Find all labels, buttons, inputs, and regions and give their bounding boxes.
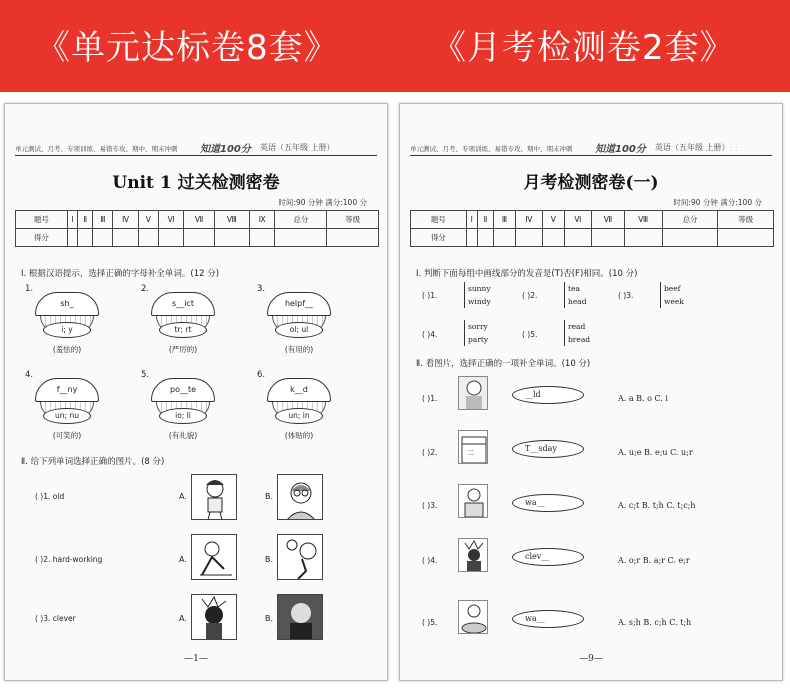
word-canopy xyxy=(151,292,215,316)
pair-question-2: ( )2. xyxy=(522,291,538,300)
pic-question-2: ( )2. xyxy=(422,448,438,457)
question-number: 2. xyxy=(141,284,150,294)
bleed-text: ː ː xyxy=(730,144,738,153)
score-cell xyxy=(592,229,625,247)
pic-question-1: ( )1. xyxy=(422,394,438,403)
score-header-cell: Ⅳ xyxy=(515,211,543,229)
child-watching-picture xyxy=(458,484,488,518)
score-cell xyxy=(515,229,543,247)
word-a: sorry xyxy=(468,322,488,331)
pic-question-3: ( )3. xyxy=(422,501,438,510)
score-header-cell: Ⅲ xyxy=(93,211,113,229)
word-a: sunny xyxy=(468,284,491,293)
chinese-hint: (有用的) xyxy=(284,345,314,354)
page-header xyxy=(410,140,772,156)
score-cell xyxy=(184,229,214,247)
question-number: 3. xyxy=(257,284,266,294)
umbrella-question-6 xyxy=(257,370,341,450)
page-number: —1— xyxy=(184,654,208,664)
word-a: read xyxy=(568,322,586,331)
score-table xyxy=(410,210,774,247)
score-cell xyxy=(78,229,93,247)
crying-girl-picture xyxy=(277,594,323,640)
score-cell xyxy=(466,229,477,247)
score-header-cell: Ⅵ xyxy=(564,211,592,229)
option-b-label: B. xyxy=(265,492,274,501)
options-2: A. u;e B. e;u C. u;r xyxy=(618,448,693,457)
word-a: tea xyxy=(568,284,580,293)
score-cell: 得分 xyxy=(411,229,467,247)
incomplete-word: f__ny xyxy=(56,385,78,394)
page-title: Unit 1 过关检测密卷 xyxy=(112,173,280,193)
options-5: A. s;h B. c;h C. t;h xyxy=(618,618,692,627)
umbrella-question-2 xyxy=(141,284,225,364)
word-a: beef xyxy=(664,284,681,293)
score-header-cell: 总分 xyxy=(275,211,327,229)
brand-logo: 知道100分 xyxy=(595,144,646,155)
score-header-cell: Ⅸ xyxy=(249,211,275,229)
word-bubble-1: __ld xyxy=(512,386,584,404)
boy-kicking-picture xyxy=(277,534,323,580)
page-number: —9— xyxy=(579,654,603,664)
score-cell xyxy=(93,229,113,247)
word-b: bread xyxy=(568,335,591,344)
score-table xyxy=(15,210,379,247)
word-bubble-2: T__sday xyxy=(512,440,584,458)
banner-right-title: 《月考检测卷2套》 xyxy=(432,28,735,68)
word-canopy xyxy=(267,292,331,316)
score-cell xyxy=(158,229,184,247)
question-number: 1. xyxy=(25,284,34,294)
exam-page-monthly xyxy=(399,103,783,681)
umbrella-question-4 xyxy=(25,370,109,450)
student-writing-picture xyxy=(191,534,237,580)
clever-girl-picture xyxy=(458,538,488,572)
umbrella-question-1 xyxy=(25,284,109,364)
score-header-cell: 题号 xyxy=(411,211,467,229)
time-score-info: 时间:90 分钟 满分:100 分 xyxy=(278,198,367,207)
score-header-cell: Ⅴ xyxy=(138,211,158,229)
washing-picture xyxy=(458,600,488,634)
option-a-label: A. xyxy=(179,492,187,501)
letter-options: tr; rt xyxy=(159,322,207,338)
word-canopy xyxy=(35,292,99,316)
incomplete-word: s__ict xyxy=(172,299,194,308)
word-pair-3 xyxy=(660,282,684,308)
score-header-cell: Ⅶ xyxy=(184,211,214,229)
score-header-cell: Ⅰ xyxy=(67,211,77,229)
chinese-hint: (可笑的) xyxy=(52,431,82,440)
brand-logo: 知道100分 xyxy=(200,144,251,155)
score-cell xyxy=(138,229,158,247)
word-pair-5 xyxy=(564,320,590,346)
banner-left-title: 《单元达标卷8套》 xyxy=(36,28,339,68)
score-header-cell: 等级 xyxy=(327,211,379,229)
header-subject: 英语（五年级 上册） xyxy=(655,143,730,152)
umbrella-question-3 xyxy=(257,284,341,364)
score-cell xyxy=(662,229,718,247)
option-b-label: B. xyxy=(265,555,274,564)
score-header-cell: Ⅷ xyxy=(214,211,249,229)
word-pair-4 xyxy=(464,320,488,346)
score-header-cell: 总分 xyxy=(662,211,718,229)
chinese-hint: (有礼貌) xyxy=(168,431,198,440)
girl-picture xyxy=(191,474,237,520)
pair-question-3: ( )3. xyxy=(618,291,634,300)
score-cell xyxy=(214,229,249,247)
page-header xyxy=(15,140,377,156)
option-a-label: A. xyxy=(179,614,187,623)
score-header-cell: Ⅴ xyxy=(543,211,564,229)
old-man-picture xyxy=(277,474,323,520)
svg-text:二: 二 xyxy=(467,449,474,457)
time-score-info: 时间:90 分钟 满分:100 分 xyxy=(673,198,762,207)
score-header-cell: Ⅷ xyxy=(624,211,662,229)
option-b-label: B. xyxy=(265,614,274,623)
word-bubble-5: wa__ xyxy=(512,610,584,628)
score-cell xyxy=(718,229,774,247)
umbrella-question-5 xyxy=(141,370,225,450)
score-cell xyxy=(564,229,592,247)
score-header-cell: 等级 xyxy=(718,211,774,229)
score-cell xyxy=(67,229,77,247)
question-number: 4. xyxy=(25,370,34,380)
score-header-cell: Ⅶ xyxy=(592,211,625,229)
pair-question-4: ( )4. xyxy=(422,330,438,339)
pic-question-5: ( )5. xyxy=(422,618,438,627)
word-b: windy xyxy=(468,297,491,306)
options-4: A. o;r B. a;r C. e;r xyxy=(618,556,690,565)
section-1-heading: Ⅰ. 判断下面每组中画线部分的发音是(T)否(F)相同。(10 分) xyxy=(416,269,638,279)
header-series: 单元测试、月考、专项训练、易错专攻、期中、期末冲刺 xyxy=(15,145,178,153)
girl-idea-picture xyxy=(191,594,237,640)
word-canopy xyxy=(35,378,99,402)
calendar-picture xyxy=(458,430,488,464)
option-a-label: A. xyxy=(179,555,187,564)
letter-options: ol; ul xyxy=(275,322,323,338)
incomplete-word: po__te xyxy=(169,385,197,394)
section-1-heading: Ⅰ. 根据汉语提示，选择正确的字母补全单词。(12 分) xyxy=(21,269,220,279)
letter-options: un; nu xyxy=(43,408,91,424)
chinese-hint: (羞怯的) xyxy=(52,345,82,354)
score-header-cell: Ⅳ xyxy=(113,211,139,229)
question-3: ( )3. clever xyxy=(35,614,76,623)
options-1: A. a B. o C. i xyxy=(618,394,668,403)
word-canopy xyxy=(151,378,215,402)
header-series: 单元测试、月考、专项训练、易错专攻、期中、期末冲刺 xyxy=(410,145,573,153)
score-cell xyxy=(275,229,327,247)
word-b: head xyxy=(568,297,587,306)
pic-question-4: ( )4. xyxy=(422,556,438,565)
score-cell: 得分 xyxy=(16,229,68,247)
word-pair-1 xyxy=(464,282,491,308)
header-subject: 英语（五年级 上册） xyxy=(260,143,335,152)
score-cell xyxy=(327,229,379,247)
score-cell xyxy=(249,229,275,247)
incomplete-word: k__d xyxy=(290,385,308,394)
score-header-cell: Ⅵ xyxy=(158,211,184,229)
score-cell xyxy=(624,229,662,247)
question-number: 6. xyxy=(257,370,266,380)
section-2-heading: Ⅱ. 给下列单词选择正确的图片。(8 分) xyxy=(21,457,165,467)
score-header-cell: Ⅱ xyxy=(477,211,493,229)
old-woman-picture xyxy=(458,376,488,410)
section-2-heading: Ⅱ. 看图片，选择正确的一项补全单词。(10 分) xyxy=(416,359,591,369)
question-1: ( )1. old xyxy=(35,492,65,501)
score-header-cell: Ⅰ xyxy=(466,211,477,229)
pair-question-5: ( )5. xyxy=(522,330,538,339)
word-bubble-4: clev__ xyxy=(512,548,584,566)
letter-options: io; li xyxy=(159,408,207,424)
options-3: A. c;t B. t;h C. t;c;h xyxy=(618,501,696,510)
word-bubble-3: wa__ xyxy=(512,494,584,512)
score-cell xyxy=(494,229,515,247)
score-cell xyxy=(113,229,139,247)
score-header-cell: Ⅱ xyxy=(78,211,93,229)
top-banner xyxy=(0,0,790,92)
word-canopy xyxy=(267,378,331,402)
question-number: 5. xyxy=(141,370,150,380)
score-header-cell: 题号 xyxy=(16,211,68,229)
pair-question-1: ( )1. xyxy=(422,291,438,300)
score-cell xyxy=(543,229,564,247)
word-b: week xyxy=(664,297,684,306)
question-2: ( )2. hard-working xyxy=(35,555,103,564)
chinese-hint: (严厉的) xyxy=(168,345,198,354)
score-cell xyxy=(477,229,493,247)
page-title: 月考检测密卷(一) xyxy=(523,173,659,193)
letter-options: i; y xyxy=(43,322,91,338)
incomplete-word: sh_ xyxy=(60,299,74,308)
score-header-cell: Ⅲ xyxy=(494,211,515,229)
incomplete-word: helpf__ xyxy=(284,299,314,308)
exam-page-unit1 xyxy=(4,103,388,681)
chinese-hint: (体贴的) xyxy=(284,431,314,440)
letter-options: un; in xyxy=(275,408,323,424)
word-b: party xyxy=(468,335,489,344)
word-pair-2 xyxy=(564,282,587,308)
